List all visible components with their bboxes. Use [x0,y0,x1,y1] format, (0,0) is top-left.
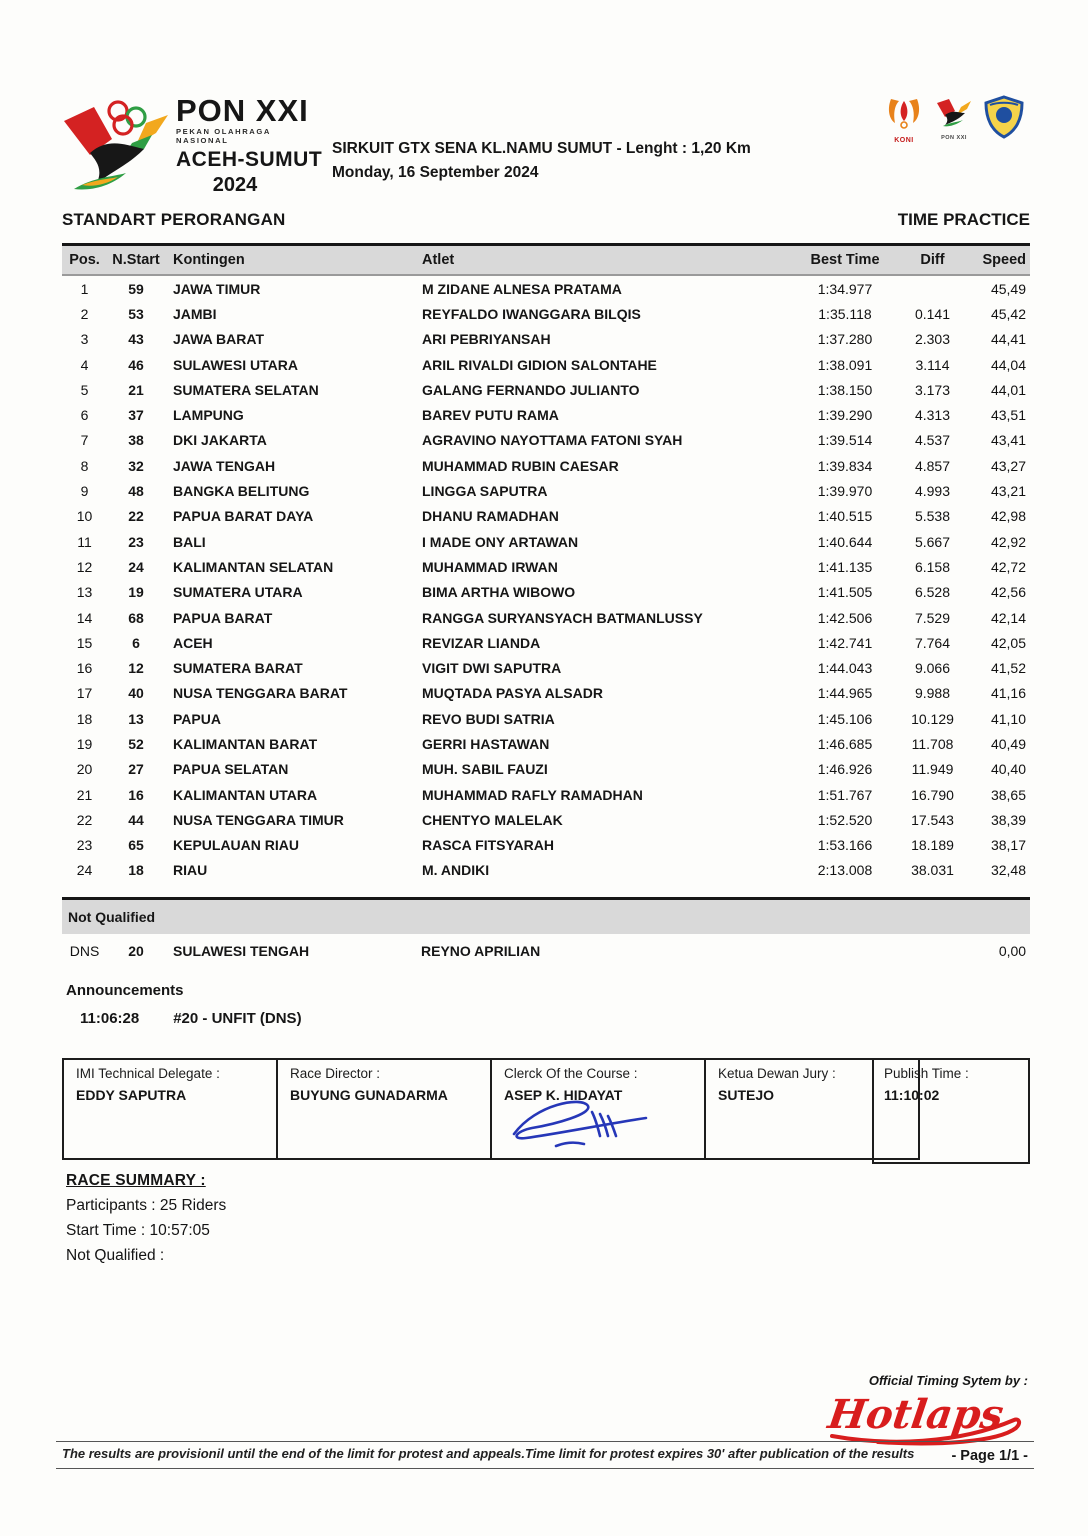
diff-cell: 6.158 [914,558,951,575]
atlet-cell: M ZIDANE ALNESA PRATAMA [422,280,622,297]
atlet-cell: MUHAMMAD RUBIN CAESAR [422,457,619,474]
nstart-cell: 52 [128,735,144,752]
pon-mini-logo [934,95,974,141]
diff-cell [900,934,965,968]
table-row [62,605,1030,630]
table-row [62,352,1030,377]
summary-not-qualified: Not Qualified : [66,1247,165,1264]
col-atlet: Atlet [420,245,790,276]
results-header-row [62,245,1030,276]
footer-divider-top [56,1441,1034,1442]
atlet-cell: REVO BUDI SATRIA [422,710,555,727]
nstart-cell: 38 [128,432,144,449]
speed-cell: 43,51 [990,407,1026,424]
diff-cell: 7.764 [914,634,951,651]
besttime-cell: 1:53.166 [817,837,873,854]
kontingen-cell: DKI JAKARTA [173,432,267,449]
not-qualified-row [62,934,1030,968]
diff-cell: 3.173 [914,381,951,398]
atlet-cell: GALANG FERNANDO JULIANTO [422,381,640,398]
table-row [62,757,1030,782]
nstart-cell: 68 [128,609,144,626]
nstart-cell: 32 [128,457,144,474]
besttime-cell: 1:38.150 [817,381,873,398]
table-row [62,580,1030,605]
olympic-rings-icon [109,102,145,134]
page-number: - Page 1/1 - [951,1448,1028,1464]
results-table [62,243,1030,883]
atlet-cell: ARIL RIVALDI GIDION SALONTAHE [422,356,657,373]
besttime-cell: 1:35.118 [818,305,872,322]
event-block [332,140,892,182]
speed-cell: 38,39 [990,811,1026,828]
table-row [62,428,1030,453]
kontingen-cell: BANGKA BELITUNG [173,483,310,500]
nstart-cell: 59 [128,280,144,297]
nstart-cell: 19 [128,584,144,601]
speed-cell: 44,01 [990,381,1026,398]
kontingen-cell: KALIMANTAN SELATAN [173,558,334,575]
pos-cell: 15 [76,634,93,651]
besttime-cell: 1:51.767 [817,786,873,803]
besttime-cell: 1:46.685 [817,735,873,752]
table-row [62,630,1030,655]
pos-cell: 18 [76,710,93,727]
diff-cell: 5.538 [914,508,951,525]
besttime-cell: 1:40.515 [817,508,873,525]
official-name: SUTEJO [718,1087,775,1103]
atlet-cell: ARI PEBRIYANSAH [422,331,551,348]
nstart-cell: 27 [128,761,144,778]
table-row [62,554,1030,579]
col-besttime: Best Time [790,245,900,276]
atlet-cell: BIMA ARTHA WIBOWO [422,584,576,601]
koni-logo [884,95,924,144]
nstart-cell: 16 [128,786,144,803]
speed-cell: 42,92 [990,533,1026,550]
speed-cell: 45,42 [990,305,1026,322]
publish-time-value: 11:10:02 [884,1087,940,1103]
atlet-cell: REYNO APRILIAN [421,943,541,959]
besttime-cell: 1:42.506 [817,609,873,626]
kontingen-cell: JAMBI [173,305,217,322]
col-nstart: N.Start [107,245,165,276]
atlet-cell: RANGGA SURYANSYACH BATMANLUSSY [422,609,703,626]
speed-cell: 42,72 [990,558,1026,575]
speed-cell: 42,14 [990,609,1026,626]
diff-cell: 3.114 [915,356,950,373]
shield-badge [984,95,1024,144]
hotlaps-logo [818,1390,1028,1446]
event-date: Monday, 16 September 2024 [332,164,539,181]
table-row [62,858,1030,883]
nstart-cell: 13 [128,710,144,727]
table-row [62,731,1030,756]
nstart-cell: 46 [128,356,144,373]
diff-cell [900,275,965,301]
results-body [62,275,1030,883]
race-summary-title: RACE SUMMARY : [66,1172,206,1189]
signature [496,1094,676,1152]
nstart-cell: 43 [128,331,144,348]
atlet-cell: LINGGA SAPUTRA [422,483,548,500]
brand-year: 2024 [212,174,258,196]
footer-disclaimer: The results are provisionil until the end of the limit for protest and appeals.Time limit for protest expires 30' after publication of the results [62,1446,915,1461]
atlet-cell: CHENTYO MALELAK [422,811,563,828]
col-diff: Diff [900,245,965,276]
kontingen-cell: KALIMANTAN BARAT [173,735,318,752]
diff-cell: 7.529 [914,609,951,626]
publish-time-box [872,1058,1030,1164]
kontingen-cell: RIAU [173,862,208,879]
diff-cell: 38.031 [911,862,954,879]
atlet-cell: MUHAMMAD IRWAN [422,558,558,575]
kontingen-cell: KEPULAUAN RIAU [173,837,299,854]
nstart-cell: 12 [128,660,144,677]
pos-cell: 21 [76,786,93,803]
summary-start-time: Start Time : 10:57:05 [66,1222,210,1239]
speed-cell: 43,41 [990,432,1026,449]
pos-cell: 23 [76,837,93,854]
table-row [62,782,1030,807]
speed-cell: 42,05 [990,634,1026,651]
besttime-cell: 1:34.977 [817,280,873,297]
atlet-cell: REVIZAR LIANDA [422,634,541,651]
diff-cell: 11.949 [911,761,954,778]
pon-mini-label: PON XXI [941,135,967,141]
speed-cell: 44,41 [990,331,1026,348]
kontingen-cell: PAPUA [173,710,221,727]
official-role: Ketua Dewan Jury : [718,1066,836,1081]
besttime-cell: 1:46.926 [817,761,873,778]
kontingen-cell: PAPUA BARAT DAYA [173,508,314,525]
pos-cell: 1 [80,280,89,297]
nstart-cell: 40 [128,685,144,702]
announcement-text: #20 - UNFIT (DNS) [173,1010,302,1027]
besttime-cell: 1:40.644 [817,533,873,550]
kontingen-cell: BALI [173,533,206,550]
speed-cell: 42,98 [990,508,1026,525]
speed-cell: 40,49 [990,735,1026,752]
table-row [62,327,1030,352]
table-row [62,706,1030,731]
announcement-item [66,1010,302,1027]
table-row [62,833,1030,858]
nstart-cell: 22 [128,508,144,525]
nstart-cell: 53 [128,305,144,322]
event-circuit: SIRKUIT GTX SENA KL.NAMU SUMUT - Lenght : 1,20 Km [332,140,751,157]
pos-cell: 13 [76,584,93,601]
atlet-cell: MUH. SABIL FAUZI [422,761,548,778]
brand-subtitle: PEKAN OLAHRAGA NASIONAL [176,127,271,145]
announcements-section [66,982,302,1027]
diff-cell: 11.708 [911,735,954,752]
besttime-cell: 1:52.520 [817,811,873,828]
besttime-cell: 2:13.008 [817,862,873,879]
pos-cell: 2 [80,305,89,322]
atlet-cell: BAREV PUTU RAMA [422,407,559,424]
nstart-cell: 6 [132,634,140,651]
speed-cell: 41,10 [990,710,1026,727]
atlet-cell: REYFALDO IWANGGARA BILQIS [422,305,641,322]
diff-cell: 0.141 [914,305,951,322]
footer-divider-bottom [56,1468,1034,1469]
speed-cell: 40,40 [990,761,1026,778]
table-row [62,377,1030,402]
timing-label: Official Timing Sytem by : [868,1373,1028,1388]
pos-cell: 16 [76,660,93,677]
pos-cell: 8 [80,457,89,474]
officials-panel [62,1058,920,1160]
pos-cell: 4 [80,356,89,373]
atlet-cell: M. ANDIKI [422,862,490,879]
koni-label: KONI [894,137,914,144]
nstart-cell: 20 [128,943,144,959]
diff-cell: 18.189 [911,837,954,854]
speed-cell: 38,65 [990,786,1026,803]
publish-time-label: Publish Time : [884,1066,969,1081]
diff-cell: 4.993 [914,483,951,500]
not-qualified-table [62,897,1030,968]
atlet-cell: AGRAVINO NAYOTTAMA FATONI SYAH [422,432,683,449]
nstart-cell: 44 [128,811,144,828]
kontingen-cell: JAWA TIMUR [173,280,261,297]
diff-cell: 17.543 [911,811,954,828]
kontingen-cell: SUMATERA UTARA [173,584,303,601]
kontingen-cell: SUMATERA BARAT [173,660,303,677]
kontingen-cell: SUMATERA SELATAN [173,381,319,398]
official-race-director [276,1058,492,1160]
kontingen-cell: SULAWESI UTARA [173,356,298,373]
brand-block [176,93,326,197]
besttime-cell: 1:37.280 [817,331,873,348]
diff-cell: 5.667 [914,533,951,550]
table-row [62,655,1030,680]
atlet-cell: RASCA FITSYARAH [422,837,554,854]
pos-cell: 11 [77,533,92,550]
col-pos: Pos. [62,245,107,276]
speed-cell: 44,04 [990,356,1026,373]
session-title: TIME PRACTICE [897,210,1030,229]
table-row [62,504,1030,529]
diff-cell: 10.129 [911,710,954,727]
nstart-cell: 23 [128,533,144,550]
official-role: Clerck Of the Course : [504,1066,638,1081]
announcement-time: 11:06:28 [80,1010,140,1027]
atlet-cell: GERRI HASTAWAN [422,735,550,752]
brand-location: ACEH-SUMUT [176,148,323,171]
category-title: STANDART PERORANGAN [62,210,286,229]
speed-cell: 43,27 [990,457,1026,474]
besttime-cell: 1:44.043 [817,660,873,677]
table-row [62,807,1030,832]
col-speed: Speed [965,245,1030,276]
speed-cell: 0,00 [998,943,1027,959]
atlet-cell: DHANU RAMADHAN [422,508,559,525]
atlet-cell: MUHAMMAD RAFLY RAMADHAN [422,786,643,803]
nstart-cell: 18 [128,862,144,879]
kontingen-cell: KALIMANTAN UTARA [173,786,318,803]
summary-participants: Participants : 25 Riders [66,1197,227,1214]
kontingen-cell: NUSA TENGGARA TIMUR [173,811,344,828]
kontingen-cell: JAWA TENGAH [173,457,276,474]
speed-cell: 38,17 [990,837,1026,854]
pos-cell: 9 [80,483,89,500]
diff-cell: 4.313 [914,407,951,424]
official-role: IMI Technical Delegate : [76,1066,220,1081]
speed-cell: 32,48 [990,862,1026,879]
besttime-cell: 1:39.514 [817,432,873,449]
official-name: EDDY SAPUTRA [76,1087,187,1103]
besttime-cell: 1:45.106 [817,710,873,727]
pos-cell: 20 [76,761,93,778]
timing-credit [818,1373,1028,1451]
pos-cell: 24 [76,862,93,879]
kontingen-cell: LAMPUNG [173,407,244,424]
table-row [62,681,1030,706]
table-row [62,275,1030,301]
kontingen-cell: PAPUA BARAT [173,609,273,626]
official-role: Race Director : [290,1066,381,1081]
table-row [62,402,1030,427]
nstart-cell: 37 [128,407,144,424]
diff-cell: 4.537 [914,432,951,449]
brand-title: PON XXI [176,93,309,128]
col-kontingen: Kontingen [165,245,420,276]
besttime-cell: 1:41.135 [817,558,873,575]
official-clerk-of-course [490,1058,706,1160]
kontingen-cell: PAPUA SELATAN [173,761,289,778]
diff-cell: 6.528 [914,584,951,601]
pos-cell: 6 [80,407,89,424]
diff-cell: 2.303 [914,331,951,348]
nstart-cell: 21 [128,381,144,398]
table-row [62,478,1030,503]
table-row [62,529,1030,554]
pos-cell: 3 [80,331,89,348]
besttime-cell: 1:42.741 [817,634,873,651]
not-qualified-title: Not Qualified [62,899,1030,935]
hotlaps-wordmark: Hotlaps [825,1391,1007,1438]
announcements-title: Announcements [66,982,184,999]
pos-cell: 5 [80,381,89,398]
diff-cell: 16.790 [911,786,954,803]
speed-cell: 45,49 [990,280,1026,297]
pon-bird-logo [60,93,172,201]
besttime-cell: 1:39.834 [817,457,873,474]
speed-cell: 43,21 [990,483,1026,500]
pos-cell: 22 [76,811,93,828]
besttime-cell: 1:41.505 [817,584,873,601]
pos-cell: 14 [76,609,93,626]
official-technical-delegate [62,1058,278,1160]
pos-cell: 17 [76,685,93,702]
besttime-cell [790,934,900,968]
speed-cell: 41,16 [990,685,1026,702]
besttime-cell: 1:39.970 [817,483,873,500]
diff-cell: 9.066 [914,660,951,677]
atlet-cell: I MADE ONY ARTAWAN [422,533,579,550]
pos-cell: 10 [76,508,93,525]
kontingen-cell: SULAWESI TENGAH [173,943,310,959]
nstart-cell: 65 [128,837,144,854]
table-row [62,453,1030,478]
pos-cell: 12 [76,558,93,575]
speed-cell: 41,52 [990,660,1026,677]
official-name: BUYUNG GUNADARMA [290,1087,448,1103]
race-summary-section [66,1172,226,1265]
partner-logos [884,95,1034,144]
diff-cell: 4.857 [914,457,951,474]
table-row [62,301,1030,326]
nstart-cell: 48 [128,483,144,500]
speed-cell: 42,56 [990,584,1026,601]
kontingen-cell: ACEH [173,634,213,651]
pos-cell: 7 [80,432,89,449]
kontingen-cell: NUSA TENGGARA BARAT [173,685,348,702]
besttime-cell: 1:44.965 [817,685,873,702]
besttime-cell: 1:39.290 [817,407,873,424]
pos-cell: DNS [69,943,100,959]
atlet-cell: MUQTADA PASYA ALSADR [422,685,603,702]
diff-cell: 9.988 [914,685,951,702]
official-name: ASEP K. HIDAYAT [504,1087,623,1103]
pos-cell: 19 [76,735,93,752]
kontingen-cell: JAWA BARAT [173,331,264,348]
besttime-cell: 1:38.091 [817,356,873,373]
nstart-cell: 24 [128,558,144,575]
atlet-cell: VIGIT DWI SAPUTRA [422,660,562,677]
